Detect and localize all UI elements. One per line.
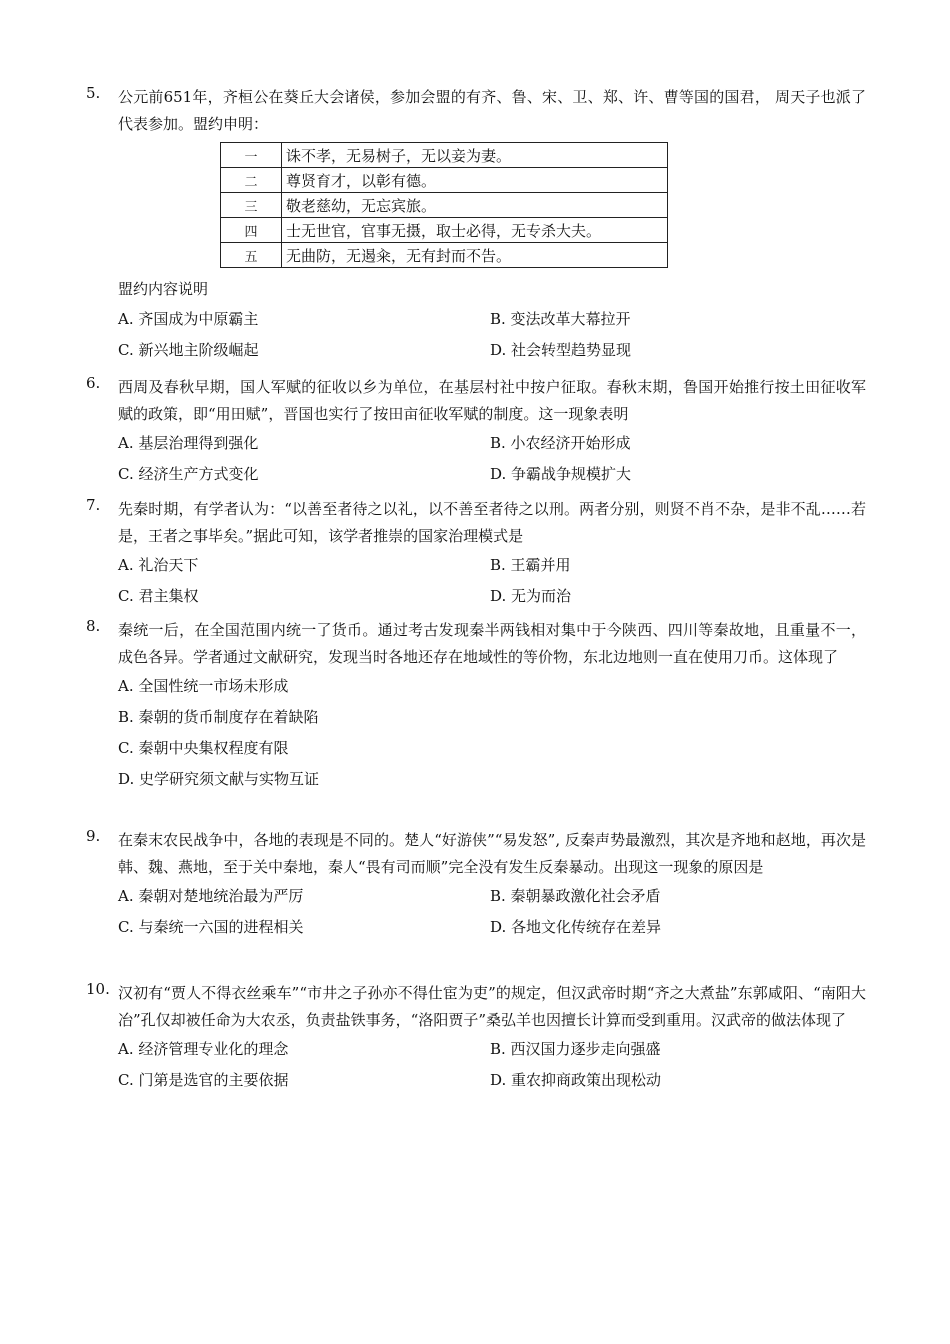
row-text: 无曲防，无遏籴，无有封而不告。 [282, 243, 668, 268]
options [118, 671, 866, 795]
option-b[interactable]: B. 变法改革大幕拉开 [490, 310, 631, 328]
option-b[interactable]: B. 西汉国力逐步走向强盛 [490, 1040, 661, 1058]
row-text: 尊贤育才，以彰有德。 [282, 168, 668, 193]
question-stem: 公元前651年，齐桓公在葵丘大会诸侯，参加会盟的有齐、鲁、宋、卫、郑、许、曹等国的国君， 周天子也派了代表参加。盟约申明： [118, 88, 866, 133]
option-c[interactable]: C. 秦朝中央集权程度有限 [118, 739, 289, 757]
question-number: 10. [86, 980, 110, 998]
question-stem: 西周及春秋早期，国人军赋的征收以乡为单位，在基层村社中按户征取。春秋末期，鲁国开始推行按土田征收军赋的政策，即“用田赋”，晋国也实行了按田亩征收军赋的制度。这一现象表明 [118, 378, 866, 423]
question-8 [86, 617, 866, 795]
option-c[interactable]: C. 新兴地主阶级崛起 [118, 341, 259, 359]
covenant-table [220, 142, 668, 268]
options [118, 1034, 866, 1096]
option-a[interactable]: A. 秦朝对楚地统治最为严厉 [118, 887, 304, 905]
option-a[interactable]: A. 全国性统一市场未形成 [118, 677, 289, 695]
question-9 [86, 827, 866, 943]
row-text: 敬老慈幼，无忘宾旅。 [282, 193, 668, 218]
option-d[interactable]: D. 无为而治 [490, 587, 572, 605]
option-d[interactable]: D. 重农抑商政策出现松动 [490, 1071, 662, 1089]
question-5 [86, 84, 866, 366]
option-a[interactable]: A. 礼治天下 [118, 556, 199, 574]
question-10 [86, 980, 866, 1096]
question-stem: 汉初有“贾人不得衣丝乘车”“市井之子孙亦不得仕宦为吏”的规定，但汉武帝时期“齐之大煮盐”东郭咸阳、“南阳大冶”孔仅却被任命为大农丞，负责盐铁事务，“洛阳贾子”桑弘羊也因擅长计算而受到重用。汉武帝的做法体现了 [118, 984, 866, 1029]
table-row [221, 243, 668, 268]
option-a[interactable]: A. 经济管理专业化的理念 [118, 1040, 289, 1058]
row-number: 一 [221, 143, 282, 168]
option-b[interactable]: B. 王霸并用 [490, 556, 571, 574]
row-number: 二 [221, 168, 282, 193]
option-d[interactable]: D. 社会转型趋势显现 [490, 341, 632, 359]
question-7 [86, 496, 866, 612]
option-d[interactable]: D. 史学研究须文献与实物互证 [118, 770, 320, 788]
question-stem: 先秦时期，有学者认为：“以善至者待之以礼，以不善至者待之以刑。两者分别，则贤不肖不杂，是非不乱……若是，王者之事毕矣。”据此可知，该学者推崇的国家治理模式是 [118, 500, 866, 545]
question-number: 7. [86, 496, 101, 514]
options [118, 881, 866, 943]
question-6 [86, 374, 866, 490]
option-a[interactable]: A. 齐国成为中原霸主 [118, 310, 259, 328]
option-d[interactable]: D. 各地文化传统存在差异 [490, 918, 662, 936]
row-text: 诛不孝，无易树子，无以妾为妻。 [282, 143, 668, 168]
table-row [221, 143, 668, 168]
option-c[interactable]: C. 经济生产方式变化 [118, 465, 259, 483]
after-table-text: 盟约内容说明 [118, 280, 209, 298]
question-number: 8. [86, 617, 101, 635]
option-a[interactable]: A. 基层治理得到强化 [118, 434, 259, 452]
options [118, 428, 866, 490]
question-number: 6. [86, 374, 101, 392]
option-c[interactable]: C. 门第是选官的主要依据 [118, 1071, 289, 1089]
options [118, 304, 866, 366]
option-c[interactable]: C. 君主集权 [118, 587, 199, 605]
row-number: 五 [221, 243, 282, 268]
row-text: 士无世官，官事无摄，取士必得，无专杀大夫。 [282, 218, 668, 243]
options [118, 550, 866, 612]
question-stem: 秦统一后，在全国范围内统一了货币。通过考古发现秦半两钱相对集中于今陕西、四川等秦故地，且重量不一，成色各异。学者通过文献研究，发现当时各地还存在地域性的等价物，东北边地则一直在使用刀币。这体现了 [118, 621, 866, 666]
question-number: 9. [86, 827, 101, 845]
row-number: 三 [221, 193, 282, 218]
option-b[interactable]: B. 秦朝暴政激化社会矛盾 [490, 887, 661, 905]
option-b[interactable]: B. 秦朝的货币制度存在着缺陷 [118, 708, 319, 726]
table-row [221, 193, 668, 218]
question-stem: 在秦末农民战争中，各地的表现是不同的。楚人“好游侠”“易发怒”, 反秦声势最激烈，其次是齐地和赵地，再次是韩、魏、燕地，至于关中秦地，秦人“畏有司而顺”完全没有发生反秦暴动。出现这一现象的原因是 [118, 831, 866, 876]
option-c[interactable]: C. 与秦统一六国的进程相关 [118, 918, 304, 936]
row-number: 四 [221, 218, 282, 243]
table-row [221, 168, 668, 193]
table-row [221, 218, 668, 243]
option-d[interactable]: D. 争霸战争规模扩大 [490, 465, 632, 483]
option-b[interactable]: B. 小农经济开始形成 [490, 434, 631, 452]
question-number: 5. [86, 84, 101, 102]
